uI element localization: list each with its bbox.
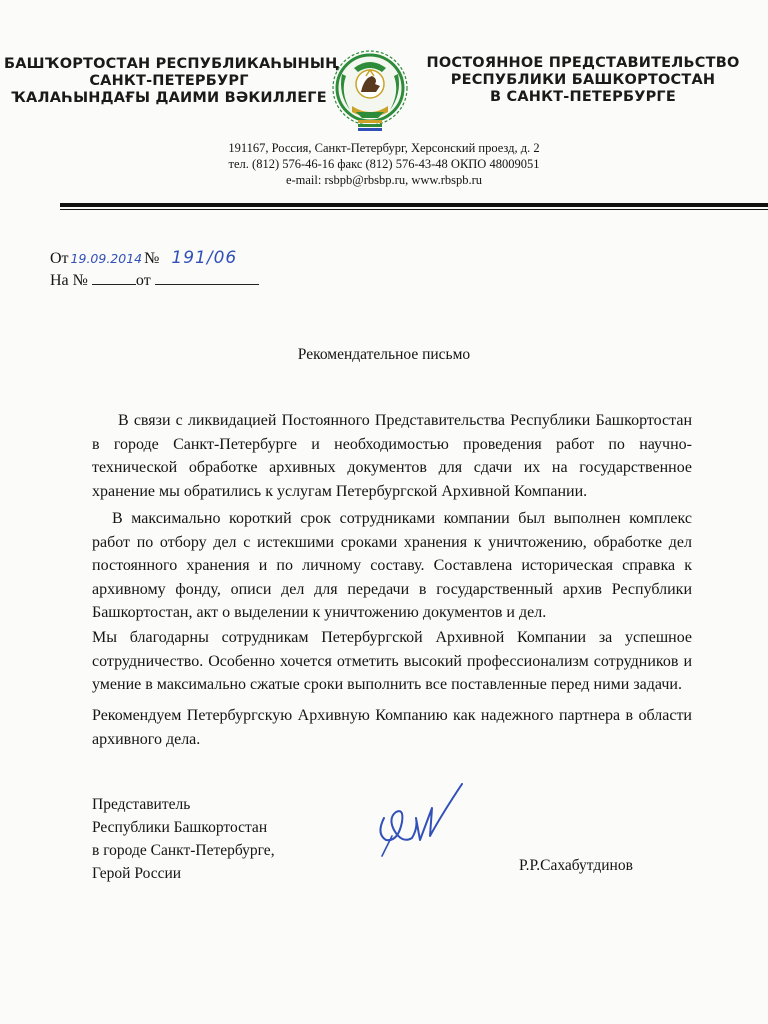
letter-title: Рекомендательное письмо	[297, 346, 471, 363]
signatory-line: Герой России	[92, 865, 182, 882]
blank-number-field	[92, 270, 136, 285]
header-left-line: БАШҠОРТОСТАН РЕСПУБЛИКАҺЫНЫҢ	[4, 56, 340, 72]
letter-paragraph-3: Мы благодарны сотрудникам Петербургской Архивной Компании за успешное сотрудничество. Особенно хочется отметить высокий профессионализм сотрудников и умение в максимально сжатые сроки выполнить все поставленные перед ними задачи.	[92, 629, 692, 693]
contact-address: 191167, Россия, Санкт-Петербург, Херсонский проезд, д. 2	[228, 141, 540, 155]
header-right-line: РЕСПУБЛИКИ БАШКОРТОСТАН	[450, 72, 716, 88]
to-label: На №	[50, 272, 88, 289]
coat-of-arms-icon	[328, 46, 412, 136]
handwritten-date: 19.09.2014	[70, 251, 143, 266]
reference-from-line	[50, 248, 237, 268]
handwritten-number: 191/06	[171, 248, 238, 268]
contact-email: e-mail: rsbpb@rbsbp.ru, www.rbspb.ru	[285, 173, 483, 187]
header-right-line: В САНКТ-ПЕТЕРБУРГЕ	[490, 89, 676, 105]
header-left-block	[4, 56, 340, 107]
signatory-line: в городе Санкт-Петербурге,	[92, 842, 275, 859]
header-divider-thin	[60, 209, 768, 210]
signatory-line: Республики Башкортостан	[92, 819, 268, 836]
header-left-line: САНКТ-ПЕТЕРБУРГ	[89, 73, 249, 89]
from2-label: от	[135, 272, 151, 289]
header-divider-thick	[60, 203, 768, 207]
letter-paragraph-1: В связи с ликвидацией Постоянного Представительства Республики Башкортостан в городе Санкт-Петербурге и необходимостью проведения работ по научно-технической обработке архивных документов для сдачи их на государственное хранение мы обратились к услугам Петербургской Архивной Компании.	[92, 412, 692, 500]
header-right-line: ПОСТОЯННОЕ ПРЕДСТАВИТЕЛЬСТВО	[426, 55, 740, 71]
letter-paragraph-2: В максимально короткий срок сотрудниками компании был выполнен комплекс работ по отбору дел с истекшими сроками хранения к уничтожению, обработке дел постоянного хранения и по личному составу. Составлена историческая справка к архивному фонду, описи дел для передачи в государственный архив Республики Башкортостан, акт о выделении к уничтожению документов и дел.	[92, 510, 692, 621]
contact-phones: тел. (812) 576-46-16 факс (812) 576-43-48 ОКПО 48009051	[228, 157, 540, 171]
blank-date-field	[155, 270, 259, 285]
signatory-title-block	[92, 793, 275, 885]
from-label: От	[50, 250, 69, 267]
handwritten-signature	[372, 778, 472, 860]
header-left-line: ҠАЛАҺЫНДАҒЫ ДАИМИ ВӘКИЛЛЕГЕ	[11, 90, 327, 106]
letter-paragraph-4: Рекомендуем Петербургскую Архивную Компанию как надежного партнера в области архивного дела.	[92, 707, 692, 748]
header-right-block	[412, 55, 754, 106]
signatory-name: Р.Р.Сахабутдинов	[519, 857, 633, 874]
number-label: №	[144, 250, 160, 267]
reference-to-line	[50, 270, 259, 290]
signatory-line: Представитель	[92, 796, 191, 813]
